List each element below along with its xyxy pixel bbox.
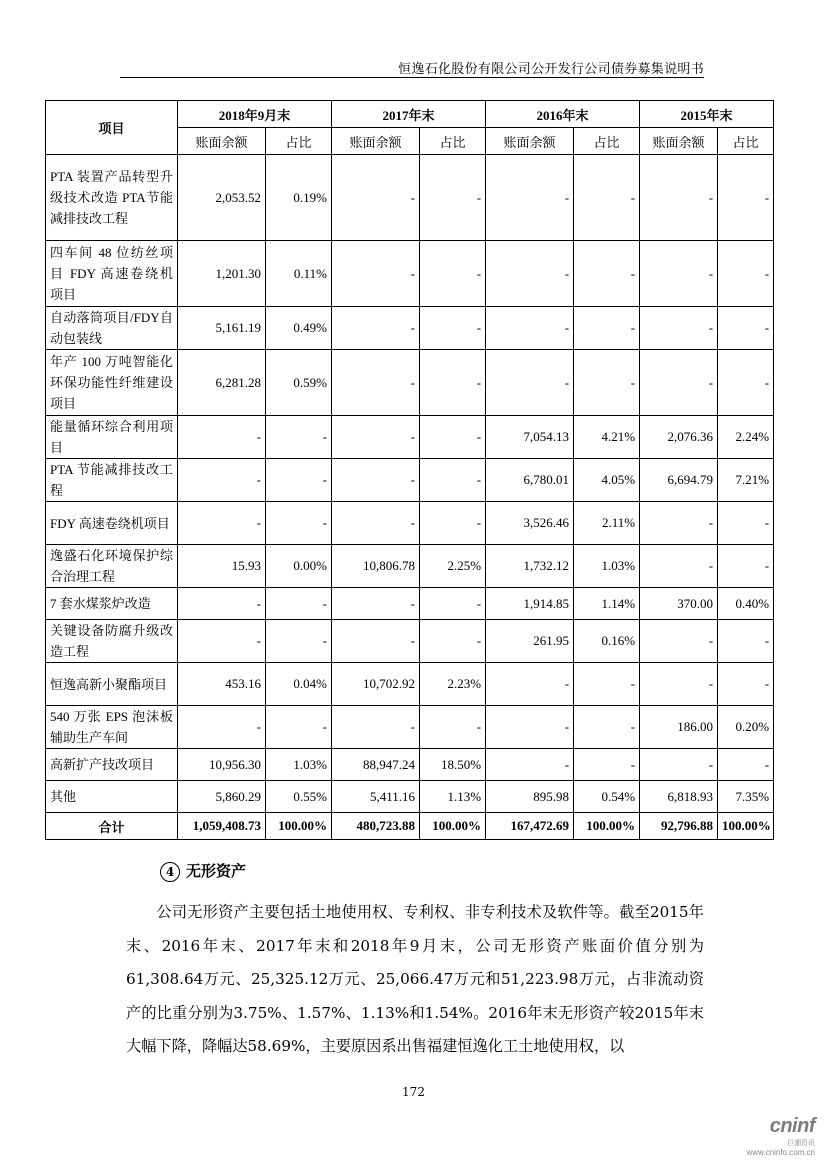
balance-cell: - (178, 416, 266, 459)
ratio-cell: 2.11% (574, 502, 640, 545)
ratio-cell: - (420, 588, 486, 620)
balance-cell: - (640, 545, 718, 588)
construction-in-progress-table (45, 100, 774, 840)
ratio-cell: - (420, 350, 486, 416)
row-item-name: PTA 节能减排技改工程 (46, 459, 178, 502)
ratio-cell: - (574, 241, 640, 307)
ratio-cell: 0.04% (266, 663, 332, 706)
balance-cell: - (486, 749, 574, 781)
balance-subheader: 账面余额 (178, 128, 266, 155)
total-balance-cell: 167,472.69 (486, 813, 574, 840)
balance-cell: 895.98 (486, 781, 574, 813)
period-header: 2017年末 (332, 101, 486, 128)
table-body (46, 155, 774, 840)
balance-cell: - (332, 350, 420, 416)
ratio-cell: - (266, 588, 332, 620)
ratio-cell: - (574, 706, 640, 749)
balance-cell: - (640, 663, 718, 706)
total-ratio-cell: 100.00% (718, 813, 774, 840)
row-item-name: 7 套水煤浆炉改造 (46, 588, 178, 620)
balance-cell: - (486, 307, 574, 350)
row-item-name: 年产 100 万吨智能化环保功能性纤维建设项目 (46, 350, 178, 416)
ratio-cell: 1.13% (420, 781, 486, 813)
ratio-cell: 0.16% (574, 620, 640, 663)
ratio-cell: - (266, 620, 332, 663)
balance-cell: - (332, 155, 420, 241)
balance-cell: 1,732.12 (486, 545, 574, 588)
balance-cell: 88,947.24 (332, 749, 420, 781)
ratio-cell: - (266, 502, 332, 545)
ratio-cell: 0.20% (718, 706, 774, 749)
balance-cell: 2,076.36 (640, 416, 718, 459)
ratio-cell: 2.24% (718, 416, 774, 459)
ratio-cell: - (718, 620, 774, 663)
ratio-cell: 7.35% (718, 781, 774, 813)
balance-subheader: 账面余额 (640, 128, 718, 155)
table-row (46, 416, 774, 459)
balance-cell: 3,526.46 (486, 502, 574, 545)
cninfo-logo (747, 1115, 815, 1157)
row-item-name: 逸盛石化环境保护综合治理工程 (46, 545, 178, 588)
balance-cell: - (486, 706, 574, 749)
balance-cell: - (332, 241, 420, 307)
table-row (46, 307, 774, 350)
balance-cell: 15.93 (178, 545, 266, 588)
ratio-cell: - (420, 459, 486, 502)
ratio-subheader: 占比 (266, 128, 332, 155)
ratio-cell: 18.50% (420, 749, 486, 781)
table-row (46, 241, 774, 307)
ratio-cell: 1.14% (574, 588, 640, 620)
balance-cell: 10,956.30 (178, 749, 266, 781)
ratio-cell: 0.11% (266, 241, 332, 307)
row-item-name: 540 万张 EPS 泡沫板辅助生产车间 (46, 706, 178, 749)
table-row (46, 459, 774, 502)
balance-subheader: 账面余额 (486, 128, 574, 155)
balance-cell: 6,780.01 (486, 459, 574, 502)
balance-cell: 6,694.79 (640, 459, 718, 502)
ratio-cell: - (420, 307, 486, 350)
ratio-cell: - (718, 545, 774, 588)
ratio-cell: 4.21% (574, 416, 640, 459)
balance-cell: 186.00 (640, 706, 718, 749)
ratio-cell: - (420, 706, 486, 749)
balance-cell: - (640, 307, 718, 350)
ratio-subheader: 占比 (420, 128, 486, 155)
ratio-cell: 4.05% (574, 459, 640, 502)
balance-cell: 10,806.78 (332, 545, 420, 588)
balance-cell: - (178, 620, 266, 663)
balance-cell: - (332, 620, 420, 663)
ratio-cell: 0.40% (718, 588, 774, 620)
balance-cell: 5,161.19 (178, 307, 266, 350)
ratio-cell: - (718, 663, 774, 706)
ratio-cell: - (420, 502, 486, 545)
ratio-cell: - (266, 416, 332, 459)
balance-cell: 6,281.28 (178, 350, 266, 416)
ratio-subheader: 占比 (718, 128, 774, 155)
total-row (46, 813, 774, 840)
cninfo-logo-mark: cninf (769, 1115, 815, 1137)
section-number-badge: 4 (160, 862, 180, 882)
balance-subheader: 账面余额 (332, 128, 420, 155)
cninfo-logo-chinese: 巨潮资讯 (787, 1140, 815, 1147)
balance-cell: 1,201.30 (178, 241, 266, 307)
total-balance-cell: 480,723.88 (332, 813, 420, 840)
ratio-cell: 0.49% (266, 307, 332, 350)
period-header: 2015年末 (640, 101, 774, 128)
ratio-cell: - (266, 459, 332, 502)
balance-cell: 261.95 (486, 620, 574, 663)
ratio-cell: - (574, 663, 640, 706)
table-row (46, 502, 774, 545)
row-item-name: 自动落筒项目/FDY自动包装线 (46, 307, 178, 350)
balance-cell: - (332, 416, 420, 459)
ratio-cell: - (420, 416, 486, 459)
balance-cell: - (486, 155, 574, 241)
ratio-cell: 0.55% (266, 781, 332, 813)
ratio-cell: 7.21% (718, 459, 774, 502)
ratio-cell: - (266, 706, 332, 749)
balance-cell: 453.16 (178, 663, 266, 706)
ratio-cell: 1.03% (266, 749, 332, 781)
ratio-cell: 2.25% (420, 545, 486, 588)
table-row (46, 706, 774, 749)
ratio-cell: - (574, 749, 640, 781)
ratio-cell: - (718, 155, 774, 241)
row-item-name: 高新扩产技改项目 (46, 749, 178, 781)
table-row (46, 155, 774, 241)
table-row (46, 663, 774, 706)
balance-cell: 2,053.52 (178, 155, 266, 241)
balance-cell: - (640, 502, 718, 545)
ratio-cell: - (718, 307, 774, 350)
balance-cell: - (640, 350, 718, 416)
row-item-name: 恒逸高新小聚酯项目 (46, 663, 178, 706)
balance-cell: - (640, 620, 718, 663)
ratio-cell: - (718, 350, 774, 416)
ratio-cell: 2.23% (420, 663, 486, 706)
balance-cell: - (486, 241, 574, 307)
ratio-cell: 0.59% (266, 350, 332, 416)
ratio-cell: - (718, 502, 774, 545)
row-item-name: FDY 高速卷绕机项目 (46, 502, 178, 545)
intangible-assets-paragraph: 公司无形资产主要包括土地使用权、专利权、非专利技术及软件等。截至2015年末、2016年末、2017年末和2018年9月末，公司无形资产账面价值分别为61,308.64万元、25,325.12万元、25,066.47万元和51,223.98万元，占非流动资产的比重分别为3.75%、1.57%、1.13%和1.54%。2016年末无形资产较2015年末大幅下降，降幅达58.69%，主要原因系出售福建恒逸化工土地使用权，以 (126, 903, 704, 1055)
ratio-cell: - (420, 241, 486, 307)
ratio-cell: - (718, 749, 774, 781)
total-label: 合计 (46, 813, 178, 840)
ratio-cell: - (574, 155, 640, 241)
balance-cell: - (486, 663, 574, 706)
row-item-name: 四车间 48 位纺丝项目 FDY 高速卷绕机项目 (46, 241, 178, 307)
table-row (46, 545, 774, 588)
balance-cell: - (178, 459, 266, 502)
balance-cell: - (178, 706, 266, 749)
total-ratio-cell: 100.00% (420, 813, 486, 840)
header-divider (120, 77, 704, 78)
item-column-header: 项目 (46, 101, 178, 155)
balance-cell: - (332, 502, 420, 545)
balance-cell: - (332, 588, 420, 620)
row-item-name: PTA 装置产品转型升级技术改造 PTA节能减排技改工程 (46, 155, 178, 241)
balance-cell: - (640, 241, 718, 307)
balance-cell: - (486, 350, 574, 416)
row-item-name: 其他 (46, 781, 178, 813)
document-header-title: 恒逸石化股份有限公司公开发行公司债券募集说明书 (398, 62, 704, 77)
section-title: 无形资产 (186, 862, 247, 880)
section-heading (160, 860, 246, 882)
balance-cell: - (178, 502, 266, 545)
table-row (46, 749, 774, 781)
ratio-cell: 0.19% (266, 155, 332, 241)
total-balance-cell: 92,796.88 (640, 813, 718, 840)
ratio-cell: 0.00% (266, 545, 332, 588)
balance-cell: 5,860.29 (178, 781, 266, 813)
balance-cell: 5,411.16 (332, 781, 420, 813)
balance-cell: - (178, 588, 266, 620)
table-row (46, 620, 774, 663)
table-row (46, 781, 774, 813)
ratio-cell: 1.03% (574, 545, 640, 588)
row-item-name: 能量循环综合利用项目 (46, 416, 178, 459)
balance-cell: - (640, 749, 718, 781)
cninfo-logo-url: www.cninfo.com.cn (746, 1148, 815, 1157)
balance-cell: 10,702.92 (332, 663, 420, 706)
total-ratio-cell: 100.00% (574, 813, 640, 840)
ratio-subheader: 占比 (574, 128, 640, 155)
total-ratio-cell: 100.00% (266, 813, 332, 840)
ratio-cell: - (420, 620, 486, 663)
balance-cell: - (332, 706, 420, 749)
ratio-cell: - (574, 307, 640, 350)
table-row (46, 588, 774, 620)
page-number: 172 (402, 1085, 425, 1099)
table-row (46, 350, 774, 416)
period-header: 2016年末 (486, 101, 640, 128)
balance-cell: - (640, 155, 718, 241)
ratio-cell: - (718, 241, 774, 307)
ratio-cell: 0.54% (574, 781, 640, 813)
balance-cell: 6,818.93 (640, 781, 718, 813)
period-header: 2018年9月末 (178, 101, 332, 128)
balance-cell: - (332, 459, 420, 502)
ratio-cell: - (574, 350, 640, 416)
balance-cell: - (332, 307, 420, 350)
balance-cell: 1,914.85 (486, 588, 574, 620)
balance-cell: 7,054.13 (486, 416, 574, 459)
total-balance-cell: 1,059,408.73 (178, 813, 266, 840)
ratio-cell: - (420, 155, 486, 241)
balance-cell: 370.00 (640, 588, 718, 620)
row-item-name: 关键设备防腐升级改造工程 (46, 620, 178, 663)
